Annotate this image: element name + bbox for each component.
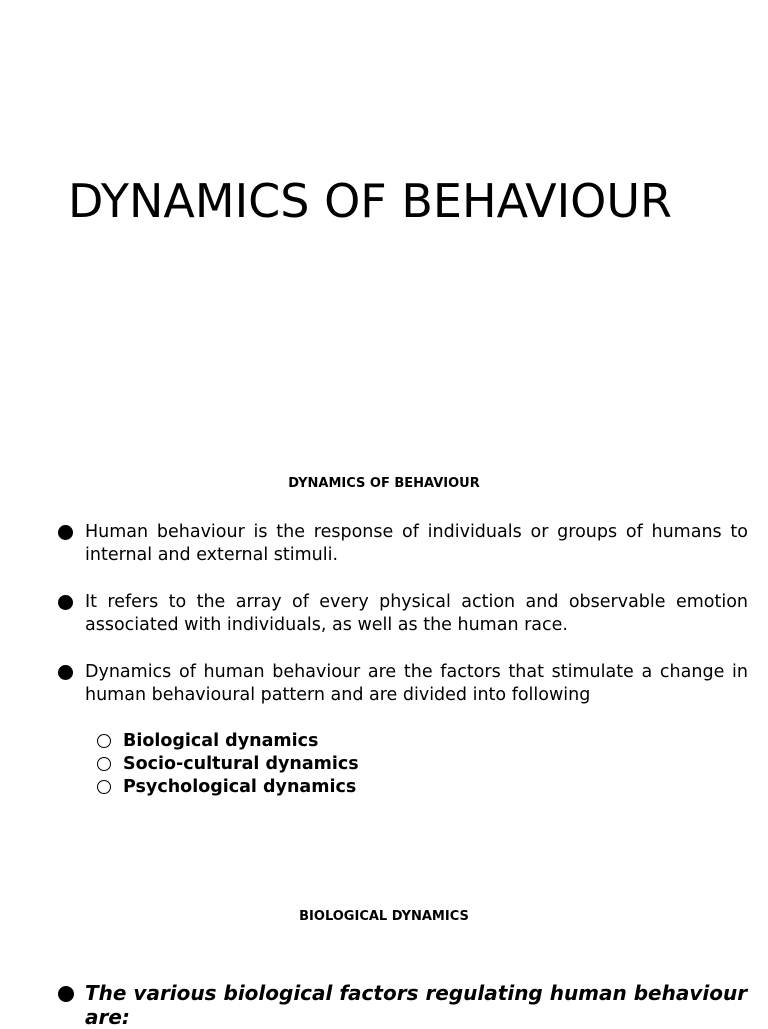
list-item-text: It refers to the array of every physical action and observable emotion associated with individuals, as well as the human race. (85, 592, 748, 635)
section-heading-biological: BIOLOGICAL DYNAMICS (299, 909, 469, 924)
sub-list-item-text: Biological dynamics (123, 731, 319, 751)
list-item (58, 591, 748, 637)
list-item (58, 661, 748, 707)
bullet-list (58, 981, 748, 1029)
bullet-list (58, 521, 748, 731)
section-heading-dynamics: DYNAMICS OF BEHAVIOUR (288, 476, 480, 491)
sub-list-item (96, 730, 359, 753)
bullet-icon (58, 525, 73, 540)
sub-list-item-text: Socio-cultural dynamics (123, 754, 359, 774)
bullet-icon (58, 665, 73, 680)
list-item (58, 981, 748, 1029)
circle-bullet-icon (97, 757, 111, 771)
bullet-icon (58, 595, 73, 610)
sub-bullet-list (96, 730, 359, 799)
sub-list-item (96, 753, 359, 776)
page-title: DYNAMICS OF BEHAVIOUR (68, 174, 672, 228)
circle-bullet-icon (97, 780, 111, 794)
list-item-text: Human behaviour is the response of individuals or groups of humans to internal and external stimuli. (85, 522, 748, 565)
bullet-icon (58, 986, 74, 1002)
sub-list-item (96, 776, 359, 799)
list-item-text: Dynamics of human behaviour are the factors that stimulate a change in human behavioural pattern and are divided into following (85, 662, 748, 705)
list-item-text: The various biological factors regulating human behaviour are: (85, 981, 748, 1029)
list-item (58, 521, 748, 567)
circle-bullet-icon (97, 734, 111, 748)
sub-list-item-text: Psychological dynamics (123, 777, 357, 797)
